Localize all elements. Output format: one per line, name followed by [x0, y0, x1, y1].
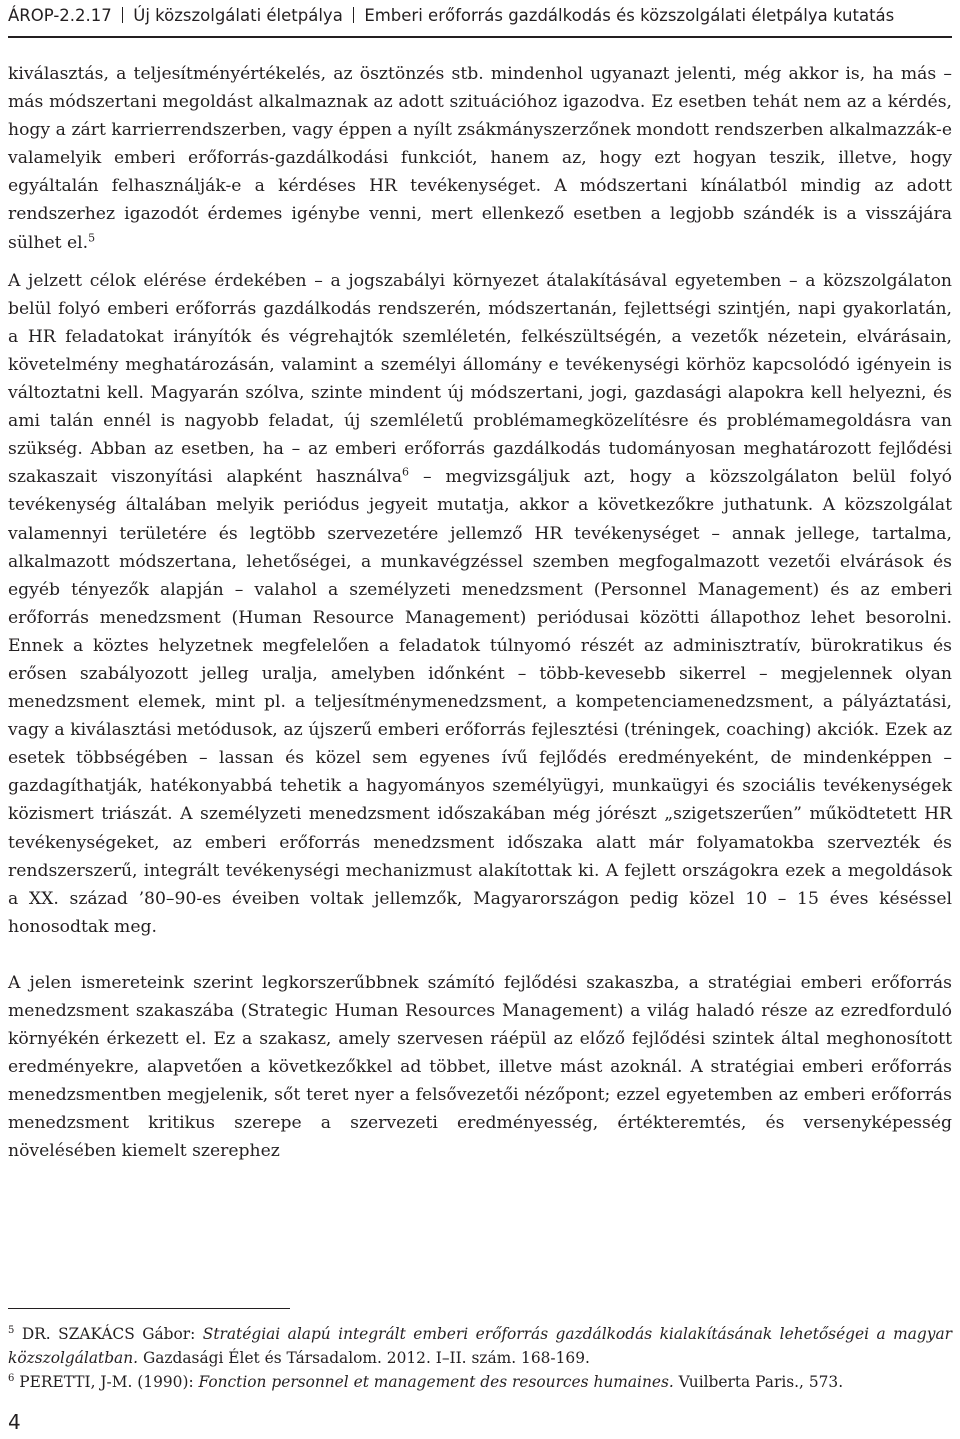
footnote-6-number: 6	[8, 1372, 15, 1384]
footnote-6-rest: Vuilberta Paris., 573.	[673, 1373, 844, 1391]
running-header	[8, 5, 952, 27]
footnote-6-title: Fonction personnel et management des resources humaines.	[198, 1373, 674, 1391]
footnote-5-number: 5	[8, 1324, 15, 1336]
footnote-5-author: DR. SZAKÁCS Gábor:	[21, 1325, 203, 1343]
paragraph-1	[8, 60, 952, 257]
footnote-6-author: PERETTI, J-M. (1990):	[19, 1373, 199, 1391]
header-rule	[8, 36, 952, 38]
footnote-5-title: Stratégiai alapú integrált emberi erőforrás gazdálkodás kialakításának lehetőségei a magyar közszolgálatban.	[8, 1325, 952, 1367]
footnote-5-rest: Gazdasági Élet és Társadalom. 2012. I–II. szám. 168-169.	[138, 1349, 590, 1367]
page-number: 4	[8, 1410, 21, 1434]
header-code: ÁROP-2.2.17	[8, 6, 112, 25]
footnote-ref-5[interactable]: 5	[88, 230, 96, 244]
header-separator	[122, 7, 124, 23]
footnote-5	[8, 1322, 952, 1370]
header-separator	[353, 7, 355, 23]
header-subtitle: Emberi erőforrás gazdálkodás és közszolgálati életpálya kutatás	[364, 6, 895, 25]
paragraph-3: A jelen ismereteink szerint legkorszerűbbnek számító fejlődési szakaszba, a stratégiai emberi erőforrás menedzsment szakaszába (Strategic Human Resources Management) a világ haladó része az ezredforduló környékén érkezett el. Ez a szakasz, amely szervesen ráépül az előző fejlődési szintek által meghonosított eredményekre, alapvetően a következőkkel ad többet, illetve mást azoknál. A stratégiai emberi erőforrás menedzsmentben megjelenik, sőt teret nyer a felsővezetői nézőpont; ezzel egyetemben az emberi erőforrás menedzsment kritikus szerepe a szervezeti eredményesség, értékteremtés, és versenyképesség növelésében kiemelt szerephez	[8, 972, 952, 1162]
body-text	[8, 60, 952, 1166]
paragraph-1-text: kiválasztás, a teljesítményértékelés, az ösztönzés stb. mindenhol ugyanazt jelenti, még akkor is, ha más – más módszertani megoldást alkalmaznak az adott szituációhoz igazodva. Ez esetben tehát nem az a kérdés, hogy a zárt karrierrendszerben, vagy éppen a nyílt zsákmányszerzőnek mondott rendszerben alkalmazzák-e valamelyik emberi erőforrás-gazdálkodási funkciót, hanem az, hogy ezt hogyan teszik, illetve, hogy egyáltalán felhasználják-e a kérdéses HR tevékenységet. A módszertani kínálatból mindig az adott rendszerhez igazodót érdemes igénybe venni, mert ellenkező esetben a legjobb szándék is a visszájára sülhet el.	[8, 64, 952, 253]
header-program: Új közszolgálati életpálya	[133, 6, 343, 25]
paragraph-2	[8, 267, 952, 941]
footnotes	[8, 1322, 952, 1394]
paragraph-2-text-a: A jelzett célok elérése érdekében – a jogszabályi környezet átalakításával egyetemben – a közszolgálaton belül folyó emberi erőforrás gazdálkodás rendszerén, módszertanán, fejlettségi szintjén, napi gyakorlatán, a HR feladatokat irányítók és végrehajtók szemléletén, felkészültségén, a vezetők nézetein, elvárásain, követelmény meghatározásán, valamint a személyi állomány e tevékenységi körhöz kapcsolódó igényein is változtatni kell. Magyarán szólva, szinte mindent új módszertani, jogi, gazdasági alapokra kell helyezni, és ami talán ennél is nagyobb feladat, új szemléletű problémamegközelítésre és problémamegoldásra van szükség. Abban az esetben, ha – az emberi erőforrás gazdálkodás tudományosan meghatározott fejlődési szakaszait viszonyítási alapként használva	[8, 270, 952, 488]
paragraph-2-text-b: – megvizsgáljuk azt, hogy a közszolgálaton belül folyó tevékenység általában melyik periódus jegyeit mutatja, akkor a következőkre juthatunk. A közszolgálat valamennyi területére és legtöbb szervezetére jellemző HR tevékenységet – annak jellege, tartalma, alkalmazott módszertana, lehetőségei, a munkavégzéssel szemben megfogalmazott vezetői elvárások és egyéb tényezők alapján – valahol a személyzeti menedzsment (Personnel Management) és az emberi erőforrás menedzsment (Human Resource Management) periódusai közötti állapothoz lehet besorolni. Ennek a köztes helyzetnek megfelelően a feladatok túlnyomó részét az adminisztratív, bürokratikus és erősen szabályozott jelleg uralja, amelyben időnként – több-kevesebb sikerrel – megjelennek olyan menedzsment elemek, mint pl. a teljesítménymenedzsment, a kompetenciamenedzsment, a pályáztatási, vagy a kiválasztási metódusok, az újszerű emberi erőforrás fejlesztési (tréningek, coaching) akciók. Ezek az esetek többségében – lassan és közel sem egyenes ívű fejlődés eredményeként, de mindenképpen – gazdagíthatják, hatékonyabbá tehetik a hagyományos személyügyi, munkaügyi és szociális tevékenységek közismert triászát. A személyzeti menedzsment időszakában még jórészt „szigetszerűen” működtetett HR tevékenységeket, az emberi erőforrás menedzsment időszaka alatt már folyamatokba szervezték és rendszerszerű, integrált tevékenységi mechanizmust alakítottak ki. A fejlett országokra ezek a megoldások a XX. század ’80–90-es éveiben voltak jellemzők, Magyarországon pedig közel 10 – 15 éves késéssel honosodtak meg.	[8, 467, 952, 937]
footnote-ref-6[interactable]: 6	[401, 465, 409, 479]
footnote-rule	[8, 1308, 290, 1309]
footnote-6	[8, 1370, 952, 1394]
